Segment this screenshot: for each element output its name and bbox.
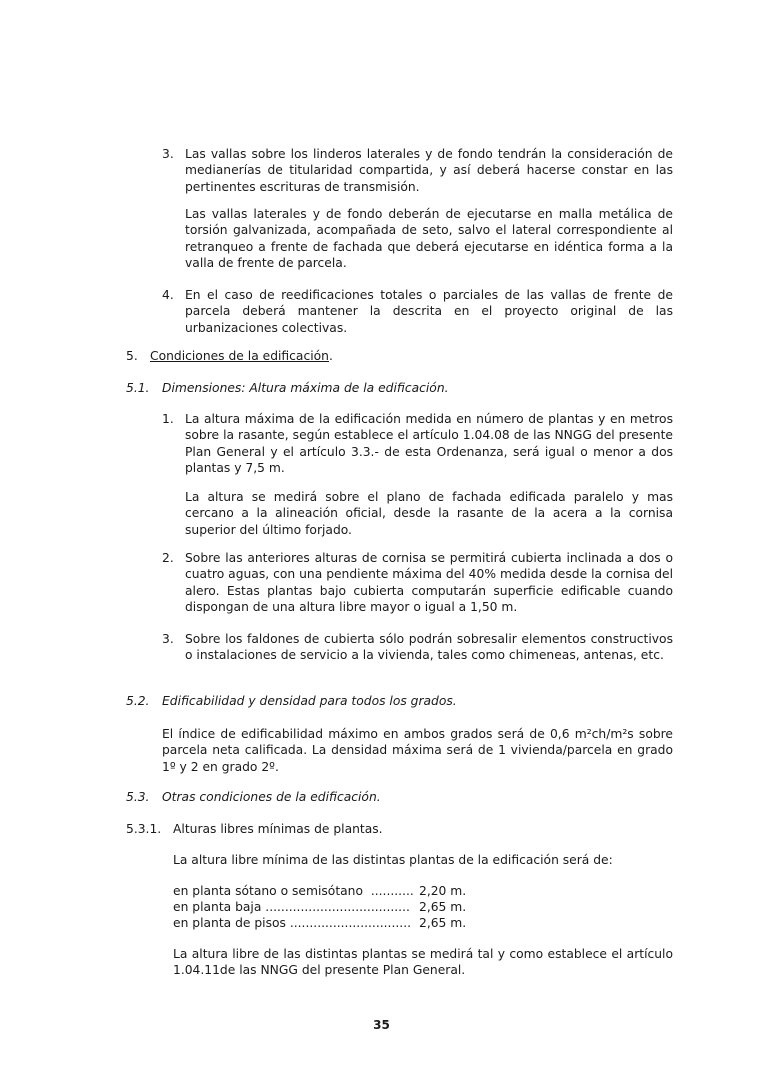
- table-row-label: en planta baja .....................................: [173, 900, 410, 914]
- subsection-title: Alturas libres mínimas de plantas.: [173, 822, 383, 836]
- section-number: 5.: [126, 349, 138, 363]
- list-number: 4.: [162, 288, 174, 302]
- table-row-value: 2,65 m.: [419, 900, 467, 914]
- list-number: 3.: [162, 147, 174, 161]
- paragraph: La altura libre de las distintas plantas se medirá tal y como establece el artículo 1.04.11de las NNGG del presente Plan General.: [173, 947, 673, 978]
- table-row-value: 2,65 m.: [419, 916, 467, 930]
- page-number: 35: [373, 1018, 390, 1032]
- paragraph: En el caso de reedificaciones totales o parciales de las vallas de frente de parcela deberá mantener la descrita en el proyecto original de las urbanizaciones colectivas.: [185, 288, 673, 335]
- subsection-number: 5.3.1.: [126, 822, 162, 836]
- subsection-number: 5.3.: [126, 790, 150, 804]
- table-row-value: 2,20 m.: [419, 884, 467, 898]
- paragraph: Las vallas laterales y de fondo deberán de ejecutarse en malla metálica de torsión galvanizada, acompañada de seto, salvo el lateral correspondiente al retranqueo a frente de fachada que deberá ejecutarse en idéntica forma a la valla de frente de parcela.: [185, 207, 673, 271]
- subsection-title: Otras condiciones de la edificación.: [162, 790, 381, 804]
- list-number: 1.: [162, 412, 174, 426]
- paragraph: Sobre las anteriores alturas de cornisa se permitirá cubierta inclinada a dos o cuatro aguas, con una pendiente máxima del 40% medida desde la cornisa del alero. Estas plantas bajo cubierta computarán superficie edificable cuando dispongan de una altura libre mayor o igual a 1,50 m.: [185, 551, 673, 615]
- table-row-label: en planta sótano o semisótano ...........: [173, 884, 414, 898]
- paragraph: La altura máxima de la edificación medida en número de plantas y en metros sobre la rasante, según establece el artículo 1.04.08 de las NNGG del presente Plan General y el artículo 3.3.- de esta Ordenanza, será igual o menor a dos plantas y 7,5 m.: [185, 412, 673, 476]
- subsection-title: Dimensiones: Altura máxima de la edificación.: [162, 381, 449, 395]
- subsection-title: Edificabilidad y densidad para todos los grados.: [162, 694, 457, 708]
- paragraph: La altura se medirá sobre el plano de fachada edificada paralelo y mas cercano a la alineación oficial, desde la rasante de la acera a la cornisa superior del último forjado.: [185, 490, 673, 537]
- section-title-suffix: .: [328, 349, 333, 363]
- subsection-number: 5.2.: [126, 694, 150, 708]
- paragraph: El índice de edificabilidad máximo en ambos grados será de 0,6 m²ch/m²s sobre parcela neta calificada. La densidad máxima será de 1 vivienda/parcela en grado 1º y 2 en grado 2º.: [162, 727, 673, 774]
- list-number: 3.: [162, 632, 174, 646]
- section-heading: [150, 348, 550, 364]
- paragraph: Sobre los faldones de cubierta sólo podrán sobresalir elementos constructivos o instalaciones de servicio a la vivienda, tales como chimeneas, antenas, etc.: [185, 632, 673, 663]
- table-row-label: en planta de pisos ...............................: [173, 916, 412, 930]
- paragraph: Las vallas sobre los linderos laterales y de fondo tendrán la consideración de medianerías de titularidad compartida, y así deberá hacerse constar en las pertinentes escrituras de transmisión.: [185, 147, 673, 194]
- section-title: Condiciones de la edificación: [150, 349, 329, 363]
- list-number: 2.: [162, 551, 174, 565]
- subsection-number: 5.1.: [126, 381, 150, 395]
- paragraph: La altura libre mínima de las distintas plantas de la edificación será de:: [173, 853, 613, 867]
